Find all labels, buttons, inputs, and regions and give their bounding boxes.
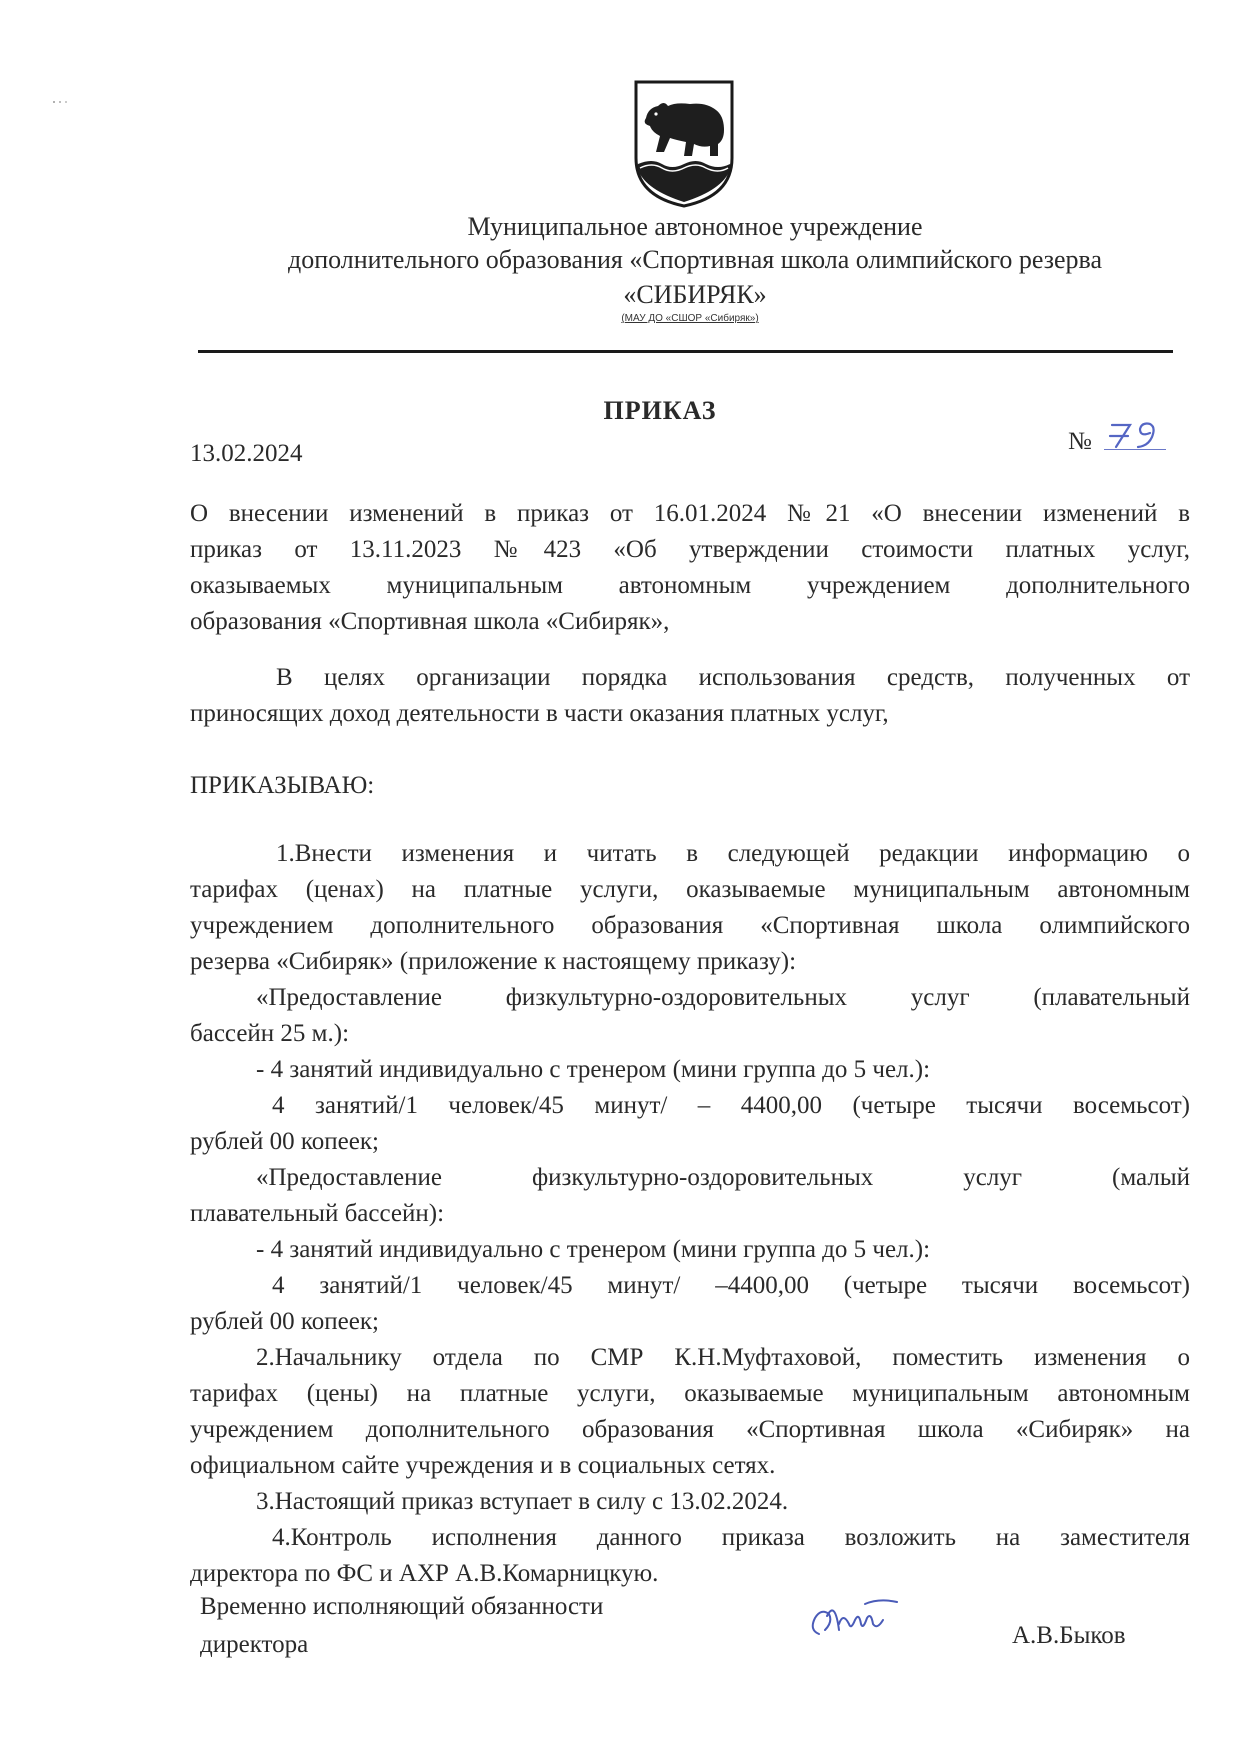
order-number-handwritten xyxy=(1104,419,1166,450)
header-divider xyxy=(198,350,1173,353)
org-name-line1: Муниципальное автономное учреждение xyxy=(467,212,923,241)
service1-price-line: 4 занятий/1 человек/45 минут/ – 4400,00 (четыре тысячи восемьсот) xyxy=(272,1092,1190,1119)
service2-price-line: рублей 00 копеек; xyxy=(190,1308,379,1335)
item1-line: резерва «Сибиряк» (приложение к настоящему приказу): xyxy=(190,948,797,975)
subject-line: приказ от 13.11.2023 №423 «Об утверждении стоимости платных услуг, xyxy=(190,536,1190,563)
order-subject xyxy=(190,496,1190,640)
item2-line: официальном сайте учреждения и в социальных сетях. xyxy=(190,1452,776,1479)
item2-line: 2.Начальнику отдела по СМР К.Н.Муфтаховой, поместить изменения о xyxy=(256,1344,1190,1371)
bear-coat-of-arms-icon xyxy=(632,78,736,208)
service2-line: плавательный бассейн): xyxy=(190,1200,445,1227)
order-items xyxy=(190,836,1190,1592)
item1-line: учреждением дополнительного образования «Спортивная школа олимпийского xyxy=(190,912,1190,939)
subject-line: оказываемых муниципальным автономным учреждением дополнительного xyxy=(190,572,1190,599)
org-abbreviation: (МАУ ДО «СШОР «Сибиряк») xyxy=(621,313,759,324)
item4-line: 4.Контроль исполнения данного приказа возложить на заместителя xyxy=(272,1524,1190,1551)
signatory-name: А.В.Быков xyxy=(1012,1622,1126,1649)
item1-line: 1.Внести изменения и читать в следующей редакции информацию о xyxy=(276,840,1190,867)
service2-line: «Предоставление физкультурно-оздоровительных услуг (малый xyxy=(256,1164,1190,1191)
item3-line: 3.Настоящий приказ вступает в силу с 13.02.2024. xyxy=(256,1488,789,1515)
service2-price-line: 4 занятий/1 человек/45 минут/ –4400,00 (четыре тысячи восемьсот) xyxy=(272,1272,1190,1299)
org-name-line2: дополнительного образования «Спортивная школа олимпийского резерва xyxy=(287,245,1103,274)
signatory-position-line: директора xyxy=(200,1631,309,1658)
item2-line: тарифах (цены) на платные услуги, оказываемые муниципальным автономным xyxy=(190,1380,1190,1407)
signatory-position-line: Временно исполняющий обязанности xyxy=(200,1593,604,1620)
subject-line: О внесении изменений в приказ от 16.01.2024 №21 «О внесении изменений в xyxy=(190,500,1190,527)
handwritten-signature xyxy=(805,1590,915,1650)
order-date: 13.02.2024 xyxy=(190,440,303,467)
order-number-label: № xyxy=(1068,428,1092,455)
preamble-line: В целях организации порядка использования средств, полученных от xyxy=(276,664,1190,691)
service1-item: - 4 занятий индивидуально с тренером (мини группа до 5 чел.): xyxy=(256,1056,931,1083)
service2-item: - 4 занятий индивидуально с тренером (мини группа до 5 чел.): xyxy=(256,1236,931,1263)
item1-line: тарифах (ценах) на платные услуги, оказываемые муниципальным автономным xyxy=(190,876,1190,903)
service1-line: «Предоставление физкультурно-оздоровительных услуг (плавательный xyxy=(256,984,1190,1011)
subject-line: образования «Спортивная школа «Сибиряк», xyxy=(190,608,670,635)
preamble-line: приносящих доход деятельности в части оказания платных услуг, xyxy=(190,700,889,727)
order-word: ПРИКАЗЫВАЮ: xyxy=(190,772,375,799)
org-name-line3: «СИБИРЯК» xyxy=(623,280,767,309)
preamble xyxy=(190,660,1190,732)
document-title: ПРИКАЗ xyxy=(603,396,717,425)
service1-line: бассейн 25 м.): xyxy=(190,1020,350,1047)
item4-line: директора по ФС и АХР А.В.Комарницкую. xyxy=(190,1560,659,1587)
signatory-position xyxy=(200,1588,603,1664)
service1-price-line: рублей 00 копеек; xyxy=(190,1128,379,1155)
scan-speck xyxy=(52,98,68,106)
item2-line: учреждением дополнительного образования «Спортивная школа «Сибиряк» на xyxy=(190,1416,1190,1443)
